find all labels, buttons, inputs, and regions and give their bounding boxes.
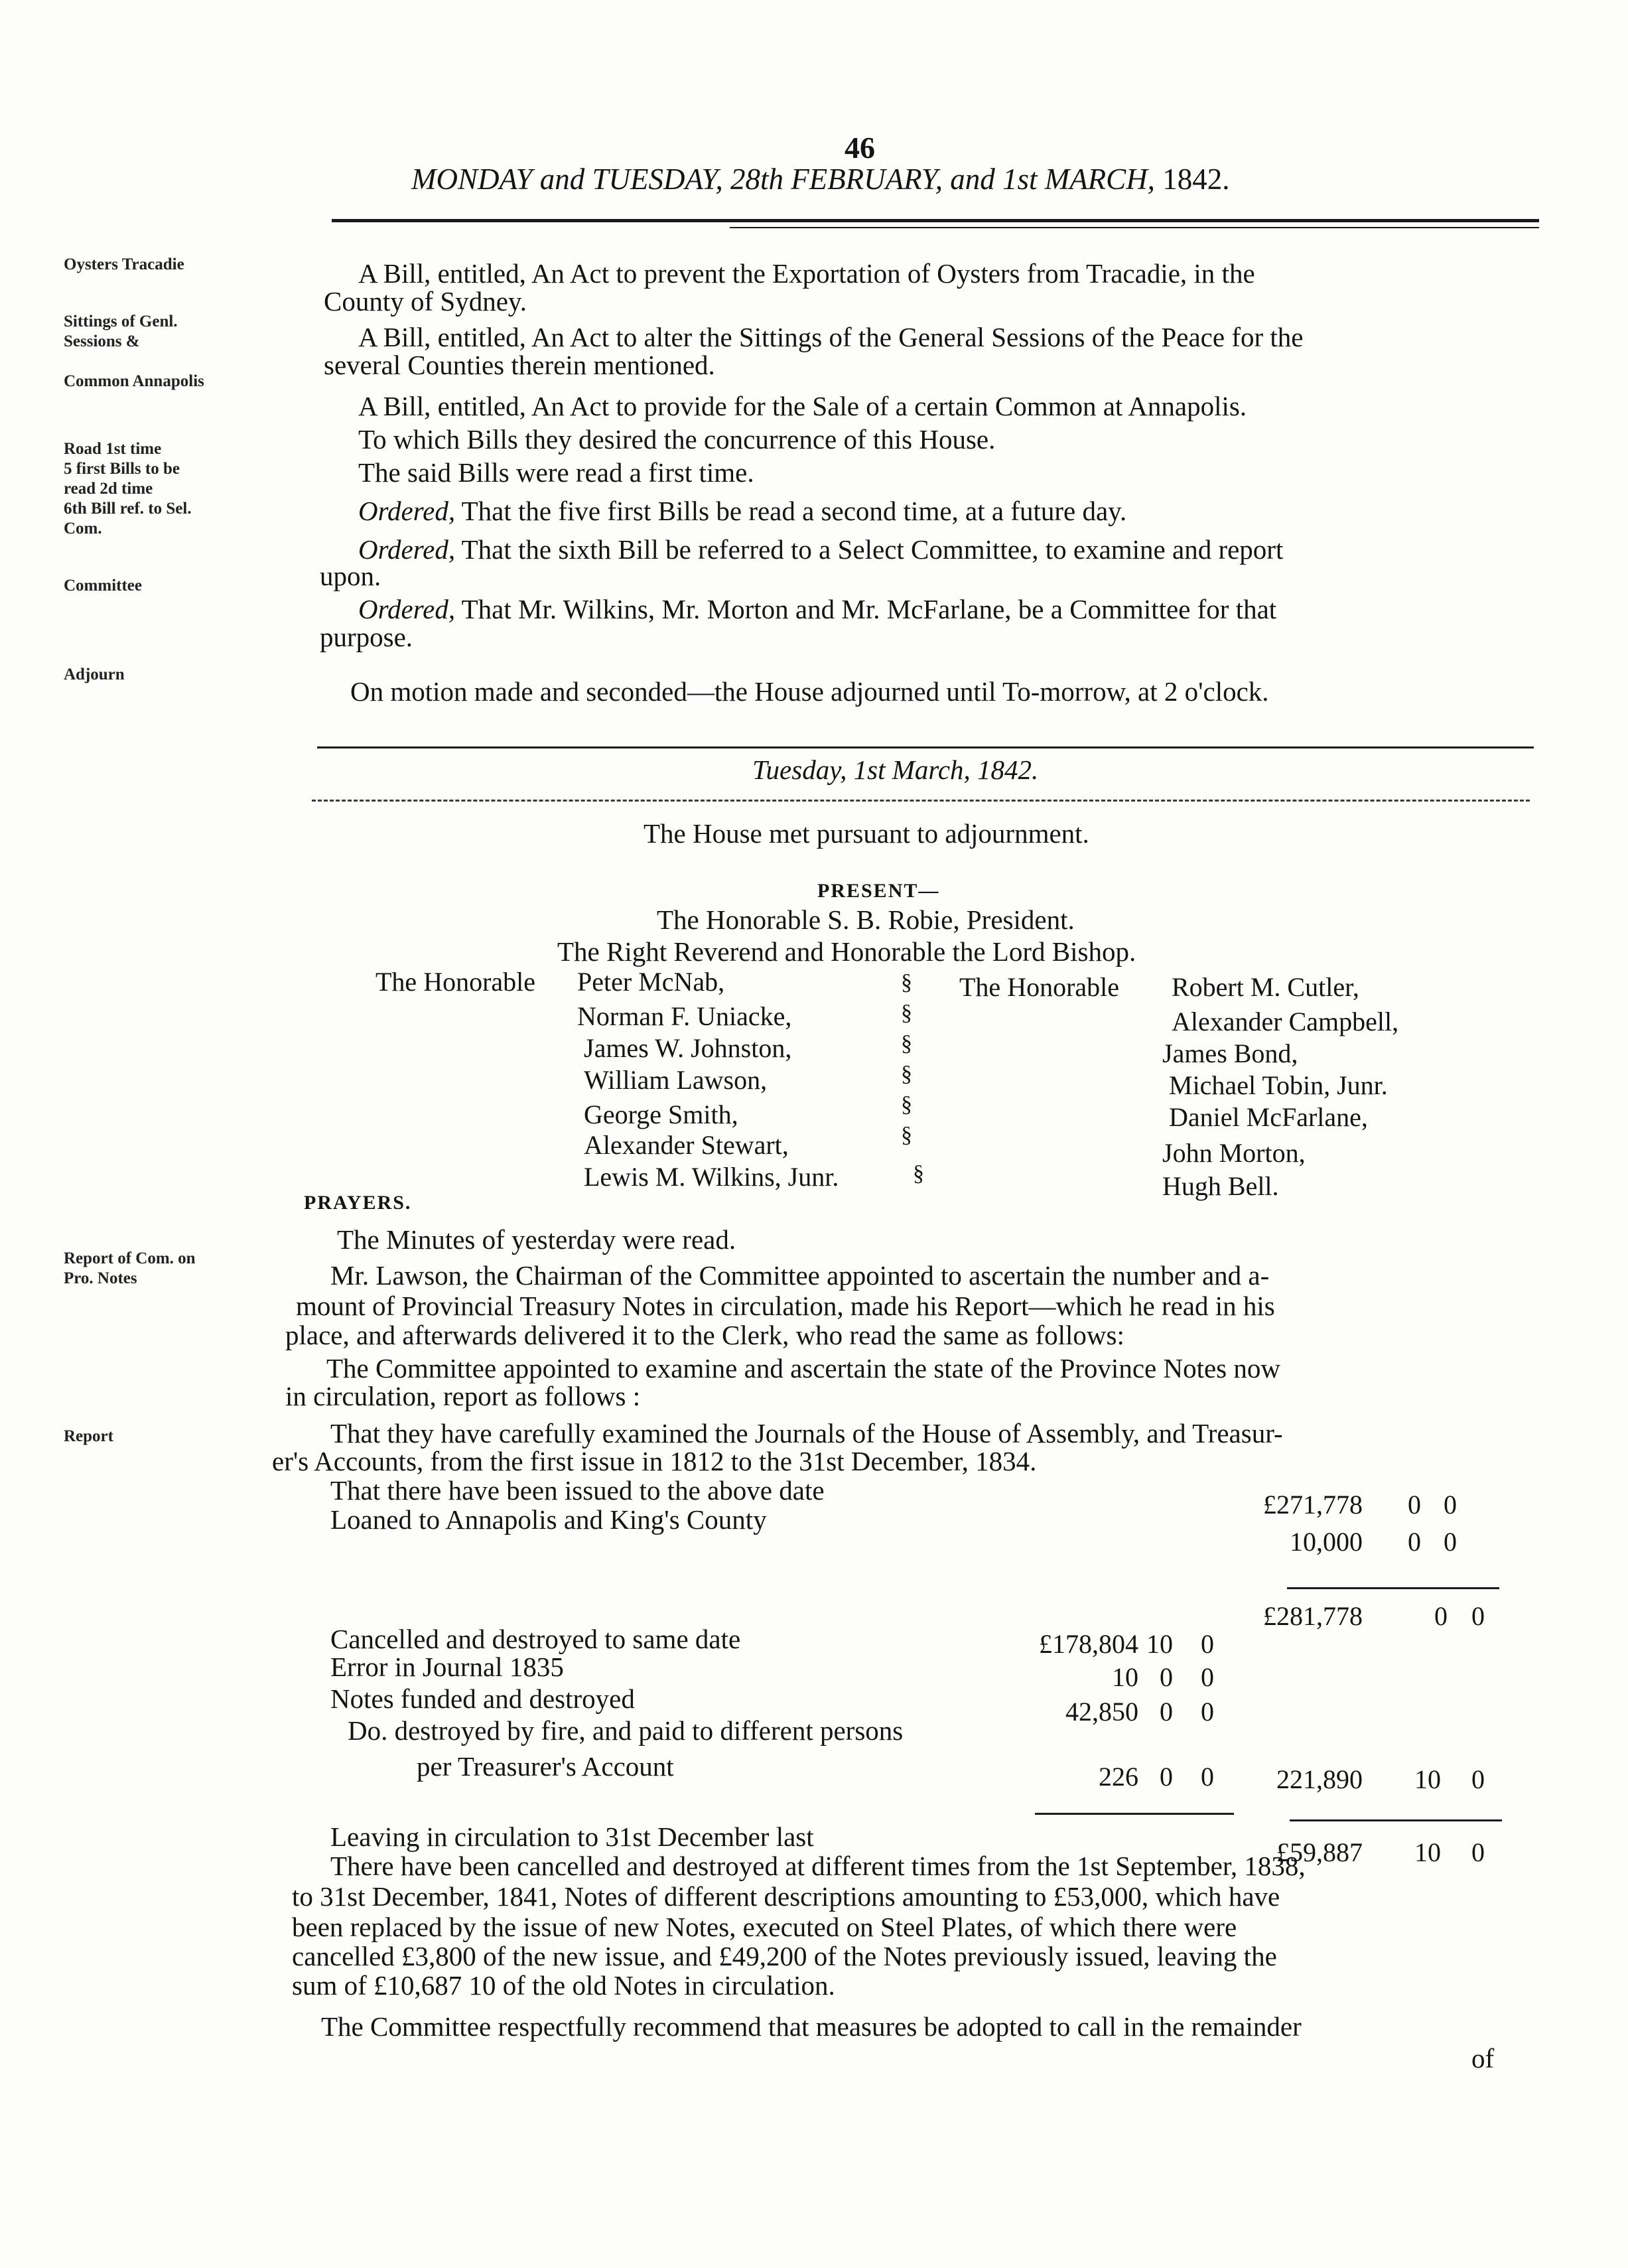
error-pence: 0: [1201, 1662, 1214, 1692]
honorable-left-label: The Honorable: [375, 967, 536, 997]
member-left: Lewis M. Wilkins, Junr.: [584, 1162, 839, 1192]
margin-note-report-com-1: Report of Com. on: [64, 1249, 196, 1267]
member-left: George Smith,: [584, 1099, 738, 1129]
section-sign: §: [913, 1161, 924, 1186]
issued-label: That there have been issued to the above date: [330, 1475, 825, 1506]
total-pounds: £281,778: [1263, 1601, 1363, 1631]
bill-oysters-line-2: County of Sydney.: [324, 286, 527, 317]
subtotal-rule-left: [1035, 1813, 1234, 1815]
date-dashed-rule: [312, 800, 1530, 802]
closing-line-1: There have been cancelled and destroyed at different times from the 1st September, 1838,: [330, 1851, 1306, 1881]
examined-line-2: er's Accounts, from the first issue in 1812 to the 31st December, 1834.: [272, 1446, 1037, 1476]
report-intro-line-2: in circulation, report as follows :: [285, 1381, 641, 1411]
closing-line-4: cancelled £3,800 of the new issue, and £49,200 of the Notes previously issued, leaving the: [292, 1941, 1277, 1971]
ordered-word: Ordered,: [358, 496, 456, 526]
leaving-label: Leaving in circulation to 31st December last: [330, 1821, 814, 1852]
section-sign: §: [901, 1123, 912, 1147]
loaned-label: Loaned to Annapolis and King's County: [330, 1504, 767, 1535]
funded-pence: 0: [1201, 1697, 1214, 1727]
bill-sessions-line-2: several Counties therein mentioned.: [324, 350, 715, 380]
member-left: William Lawson,: [584, 1065, 768, 1095]
margin-note-road-3: read 2d time: [64, 480, 153, 498]
prayers-heading: PRAYERS.: [304, 1192, 412, 1214]
subtotal-pence: 0: [1471, 1764, 1485, 1794]
funded-label: Notes funded and destroyed: [330, 1683, 635, 1714]
cancelled-pounds: £178,804: [1039, 1629, 1138, 1659]
error-pounds: 10: [1112, 1662, 1138, 1692]
loaned-pounds: 10,000: [1290, 1527, 1363, 1557]
margin-note-adjourn: Adjourn: [64, 666, 125, 683]
margin-note-road-2: 5 first Bills to be: [64, 460, 180, 478]
error-label: Error in Journal 1835: [330, 1652, 564, 1682]
fire-pence: 0: [1201, 1762, 1214, 1792]
subtotal-rule-right: [1290, 1819, 1502, 1821]
funded-shillings: 0: [1160, 1697, 1173, 1727]
bill-common: A Bill, entitled, An Act to provide for the Sale of a certain Common at Annapolis.: [358, 391, 1247, 421]
issued-pence: 0: [1444, 1490, 1457, 1520]
ordered-committee: [358, 595, 1276, 624]
page-number: 46: [845, 131, 875, 165]
closing-line-2: to 31st December, 1841, Notes of different descriptions amounting to £53,000, which have: [292, 1881, 1280, 1912]
member-right: Michael Tobin, Junr.: [1169, 1070, 1388, 1100]
leaving-pence: 0: [1471, 1837, 1485, 1867]
error-shillings: 0: [1160, 1662, 1173, 1692]
ditto-mark: Do.: [348, 1715, 388, 1746]
ordered-sixth-line-2: upon.: [320, 561, 381, 591]
bill-oysters-line-1: A Bill, entitled, An Act to prevent the Exportation of Oysters from Tracadie, in the: [358, 258, 1255, 289]
section-sign: §: [901, 1001, 912, 1025]
total-shillings: 0: [1434, 1601, 1448, 1631]
issued-shillings: 0: [1408, 1490, 1421, 1520]
header-rule-thick: [332, 219, 1539, 222]
closing-recommend-line: The Committee respectfully recommend that measures be adopted to call in the remainder: [321, 2011, 1302, 2042]
cancelled-label: Cancelled and destroyed to same date: [330, 1624, 741, 1654]
total-rule: [1287, 1587, 1499, 1589]
tuesday-date-heading: Tuesday, 1st March, 1842.: [752, 754, 1039, 785]
ordered-sixth-bill: [358, 535, 1283, 565]
concurrence-line: To which Bills they desired the concurrence of this House.: [358, 424, 996, 455]
closing-line-3: been replaced by the issue of new Notes, executed on Steel Plates, of which there were: [292, 1912, 1237, 1942]
margin-note-road-5: Com.: [64, 520, 102, 537]
ordered-second-reading: [358, 496, 1126, 526]
header-days: MONDAY and TUESDAY, 28th FEBRUARY, and 1st MARCH,: [411, 163, 1155, 196]
header-rule-thin: [730, 227, 1539, 228]
leaving-pounds: £59,887: [1276, 1837, 1363, 1867]
cancelled-pence: 0: [1201, 1629, 1214, 1659]
funded-pounds: 42,850: [1065, 1697, 1138, 1727]
margin-note-common: Common Annapolis: [64, 372, 204, 390]
ordered-committee-line-2: purpose.: [320, 622, 413, 652]
member-left: James W. Johnston,: [584, 1033, 792, 1063]
lawson-line-1: Mr. Lawson, the Chairman of the Committee appointed to ascertain the number and a-: [330, 1260, 1270, 1291]
house-met-line: The House met pursuant to adjournment.: [644, 818, 1089, 849]
member-right: Alexander Campbell,: [1172, 1007, 1399, 1036]
section-sign: §: [901, 1031, 912, 1056]
member-left: Norman F. Uniacke,: [577, 1001, 792, 1031]
fire-shillings: 0: [1160, 1762, 1173, 1792]
fire-pounds: 226: [1099, 1762, 1138, 1792]
ditto-description: destroyed by fire, and paid to different persons: [394, 1715, 904, 1746]
margin-note-road-1: Road 1st time: [64, 440, 162, 458]
section-sign: §: [901, 1062, 912, 1086]
member-right: Robert M. Cutler,: [1172, 972, 1359, 1002]
ordered-word: Ordered,: [358, 534, 456, 565]
margin-note-oysters: Oysters Tracadie: [64, 255, 184, 273]
margin-note-report-com-2: Pro. Notes: [64, 1269, 137, 1287]
section-sign: §: [901, 970, 912, 995]
section-rule: [317, 746, 1534, 748]
member-right: John Morton,: [1162, 1138, 1306, 1168]
cancelled-shillings: 10: [1146, 1629, 1173, 1659]
page-header: [411, 162, 1229, 196]
loaned-shillings: 0: [1408, 1527, 1421, 1557]
report-intro-line-1: The Committee appointed to examine and ascertain the state of the Province Notes now: [326, 1353, 1280, 1383]
margin-note-sittings-2: Sessions &: [64, 332, 140, 350]
ditto-account-line: per Treasurer's Account: [417, 1751, 674, 1782]
examined-line-1: That they have carefully examined the Journals of the House of Assembly, and Treasur-: [330, 1418, 1283, 1449]
leaving-shillings: 10: [1414, 1837, 1441, 1867]
closing-line-5: sum of £10,687 10 of the old Notes in circulation.: [292, 1970, 835, 2001]
bill-sessions-line-1: A Bill, entitled, An Act to alter the Sittings of the General Sessions of the Peace for the: [358, 322, 1304, 352]
subtotal-pounds: 221,890: [1276, 1764, 1363, 1794]
total-pence: 0: [1471, 1601, 1485, 1631]
margin-note-road-4: 6th Bill ref. to Sel.: [64, 500, 192, 518]
member-right: James Bond,: [1162, 1038, 1298, 1068]
ordered-sixth-text: That the sixth Bill be referred to a Select Committee, to examine and report: [461, 534, 1284, 565]
section-sign: §: [901, 1092, 912, 1117]
loaned-pence: 0: [1444, 1527, 1457, 1557]
ditto-line: [348, 1716, 903, 1746]
bishop-line: The Right Reverend and Honorable the Lord Bishop.: [557, 936, 1136, 967]
catchword: of: [1471, 2043, 1495, 2074]
margin-note-report: Report: [64, 1427, 113, 1445]
member-right: Hugh Bell.: [1162, 1171, 1279, 1201]
lawson-line-2: mount of Provincial Treasury Notes in circulation, made his Report—which he read in his: [296, 1291, 1275, 1321]
first-reading-line: The said Bills were read a first time.: [358, 457, 754, 488]
member-right: Daniel McFarlane,: [1169, 1102, 1368, 1132]
present-heading: PRESENT—: [817, 880, 940, 902]
president-line: The Honorable S. B. Robie, President.: [657, 904, 1075, 935]
margin-note-sittings-1: Sittings of Genl.: [64, 313, 178, 330]
subtotal-shillings: 10: [1414, 1764, 1441, 1794]
lawson-line-3: place, and afterwards delivered it to the Clerk, who read the same as follows:: [285, 1320, 1124, 1350]
adjourn-line: On motion made and seconded—the House adjourned until To-morrow, at 2 o'clock.: [350, 676, 1269, 707]
member-left: Peter McNab,: [577, 967, 725, 997]
issued-pounds: £271,778: [1263, 1490, 1363, 1520]
member-left: Alexander Stewart,: [584, 1130, 789, 1160]
ordered-committee-text: That Mr. Wilkins, Mr. Morton and Mr. McFarlane, be a Committee for that: [461, 594, 1277, 624]
honorable-right-label: The Honorable: [959, 972, 1120, 1002]
margin-note-committee: Committee: [64, 577, 142, 595]
header-year: 1842.: [1162, 163, 1230, 196]
ordered-second-text: That the five first Bills be read a second time, at a future day.: [461, 496, 1127, 526]
ordered-word: Ordered,: [358, 594, 456, 624]
minutes-line: The Minutes of yesterday were read.: [337, 1224, 736, 1255]
